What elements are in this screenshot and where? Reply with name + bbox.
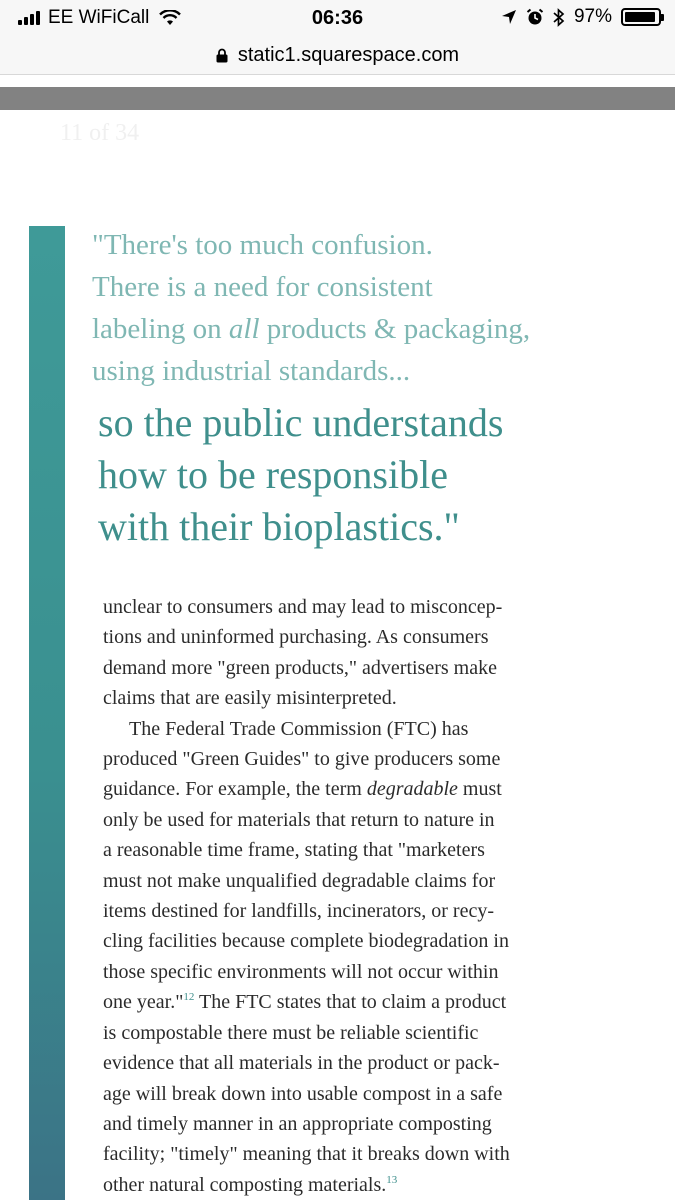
battery-icon [621, 8, 661, 26]
emphasis: degradable [366, 778, 458, 801]
status-bar [0, 0, 675, 36]
pull-quote-line: "There's too much confusion. [92, 229, 433, 261]
carrier-name: EE WiFiCall [48, 7, 150, 28]
teal-sidebar-bar [29, 226, 65, 1200]
pull-quote-line: using industrial standards... [92, 355, 411, 387]
page-indicator: 11 of 34 [60, 120, 140, 146]
footnote-ref-12[interactable]: 12 [183, 991, 195, 1004]
body-line: cling facilities because complete biodegradation in [103, 930, 509, 953]
body-line: one year."$^{12}$ The FTC states that to claim a product [103, 991, 507, 1014]
body-line: and timely manner in an appropriate composting [103, 1112, 492, 1135]
url-text: static1.squarespace.com [237, 43, 460, 66]
body-line: produced "Green Guides" to give producers some [103, 748, 501, 771]
footnote-ref-13[interactable]: 13 [386, 1173, 398, 1186]
bluetooth-icon [553, 8, 565, 27]
battery-percentage: 97% [573, 6, 612, 27]
body-line: demand more "green products," advertisers make [103, 656, 497, 679]
pull-quote-intro [92, 224, 652, 392]
pull-quote-line: how to be responsible [98, 452, 448, 497]
body-line: items destined for landfills, incinerators, or recy- [103, 900, 494, 923]
body-line: unclear to consumers and may lead to misconcep- [103, 596, 503, 618]
emphasis: all [228, 313, 260, 345]
address-bar[interactable] [0, 36, 675, 75]
body-line: guidance. For example, the term degradable must [103, 778, 502, 801]
body-line: a reasonable time frame, stating that "marketers [103, 839, 485, 862]
article-body [103, 592, 663, 1200]
body-line: only be used for materials that return to nature in [103, 808, 495, 831]
pull-quote-line: labeling on all products & packaging, [92, 313, 531, 345]
body-line: tions and uninformed purchasing. As consumers [103, 626, 489, 649]
body-line: must not make unqualified degradable claims for [103, 869, 496, 892]
alarm-icon [526, 8, 544, 26]
body-line: other natural composting materials.$^{13}$ [103, 1173, 398, 1196]
body-line: evidence that all materials in the product or pack- [103, 1052, 500, 1075]
body-line: facility; "timely" meaning that it breaks down with [103, 1143, 510, 1166]
page-divider [0, 87, 675, 110]
location-arrow-icon [501, 9, 517, 25]
pull-quote-emphasis [98, 397, 668, 553]
body-line: those specific environments will not occur within [103, 960, 499, 983]
body-line: age will break down into usable compost in a safe [103, 1082, 503, 1105]
clock: 06:36 [311, 7, 364, 29]
pull-quote-line: with their bioplastics." [98, 504, 460, 549]
body-line: The Federal Trade Commission (FTC) has [129, 717, 469, 740]
body-line: is compostable there must be reliable scientific [103, 1021, 479, 1044]
lock-icon [216, 48, 228, 63]
pull-quote-line: so the public understands [98, 400, 504, 445]
body-line: claims that are easily misinterpreted. [103, 687, 397, 710]
pull-quote-line: There is a need for consistent [92, 271, 433, 303]
